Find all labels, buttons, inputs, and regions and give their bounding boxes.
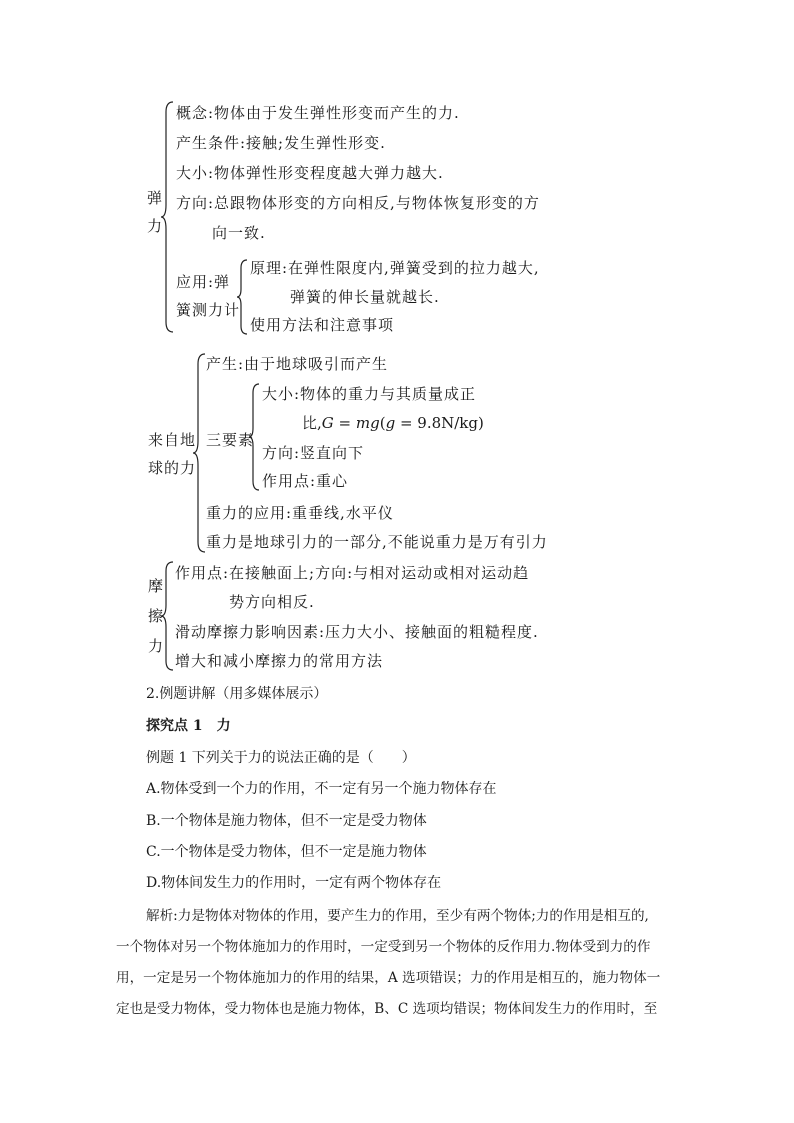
option-a: A.物体受到一个力的作用，不一定有另一个施力物体存在 [146,781,497,797]
question-text: 例题 1 下列关于力的说法正确的是（ ） [146,750,416,766]
analysis-line-1: 解析:力是物体对物体的作用，要产生力的作用，至少有两个物体;力的作用是相互的, [146,908,649,924]
gravity-size-1: 大小:物体的重力与其质量成正 [262,385,477,403]
gravity-size-2e: = 9.8N/kg) [395,414,484,432]
friction-label-1: 摩 [148,577,165,595]
gravity-size-2a: 比, [302,414,322,432]
gravity-note: 重力是地球引力的一部分,不能说重力是万有引力 [206,533,548,551]
friction-sliding: 滑动摩擦力影响因素:压力大小、接触面的粗糙程度. [175,623,539,641]
gravity-application: 重力的应用:重垂线,水平仪 [206,504,394,522]
option-d: D.物体间发生力的作用时，一定有两个物体存在 [146,875,442,891]
gravity-label-2: 球的力 [148,459,197,477]
elastic-concept: 概念:物体由于发生弹性形变而产生的力. [176,104,460,122]
section-heading: 2.例题讲解（用多媒体展示） [146,686,328,702]
elastic-label-2: 力 [147,217,164,235]
elastic-magnitude: 大小:物体弹性形变程度越大弹力越大. [176,164,444,182]
option-c: C.一个物体是受力物体，但不一定是施力物体 [146,844,427,860]
spring-scale-brace [236,258,250,336]
analysis-line-4: 定也是受力物体，受力物体也是施力物体，B、C 选项均错误；物体间发生力的作用时，至 [116,1001,658,1017]
elastic-direction-2: 向一致. [212,224,266,242]
gravity-point: 作用点:重心 [262,472,349,490]
analysis-line-2: 一个物体对另一个物体施加力的作用时，一定受到另一个物体的反作用力.物体受到力的作 [116,939,651,955]
explore-heading: 探究点 1 力 [146,718,231,734]
gravity-size-2c: ( [379,414,386,432]
gravity-size-2d: g [385,414,396,432]
option-b: B.一个物体是施力物体，但不一定是受力物体 [146,813,427,829]
spring-principle-1: 原理:在弹性限度内,弹簧受到的拉力越大, [250,259,540,277]
friction-point-1: 作用点:在接触面上;方向:与相对运动或相对运动趋 [175,564,530,582]
friction-point-2: 势方向相反. [229,593,315,611]
gravity-origin: 产生:由于地球吸引而产生 [206,355,389,373]
friction-label-3: 力 [148,637,165,655]
gravity-formula [302,413,484,433]
three-elements-brace [248,382,262,492]
friction-label-2: 擦 [148,607,165,625]
elastic-app-label-1: 应用:弹 [176,273,231,291]
gravity-direction: 方向:竖直向下 [262,444,365,462]
gravity-brace [192,352,208,554]
elastic-brace [160,100,176,334]
friction-methods: 增大和减小摩擦力的常用方法 [175,652,384,670]
elastic-app-label-2: 簧测力计 [176,301,241,319]
elastic-label-1: 弹 [147,189,164,207]
spring-usage: 使用方法和注意事项 [250,316,395,334]
gravity-label-1: 来自地 [148,431,197,449]
spring-principle-2: 弹簧的伸长量就越长. [290,288,440,306]
gravity-three-elements: 三要素 [206,431,255,449]
gravity-size-2b: G = mg [321,414,380,432]
elastic-condition: 产生条件:接触;发生弹性形变. [176,134,386,152]
analysis-line-3: 用，一定是另一个物体施加力的作用的结果，A 选项错误；力的作用是相互的，施力物体一 [116,970,661,986]
elastic-direction-1: 方向:总跟物体形变的方向相反,与物体恢复形变的方 [176,194,540,212]
